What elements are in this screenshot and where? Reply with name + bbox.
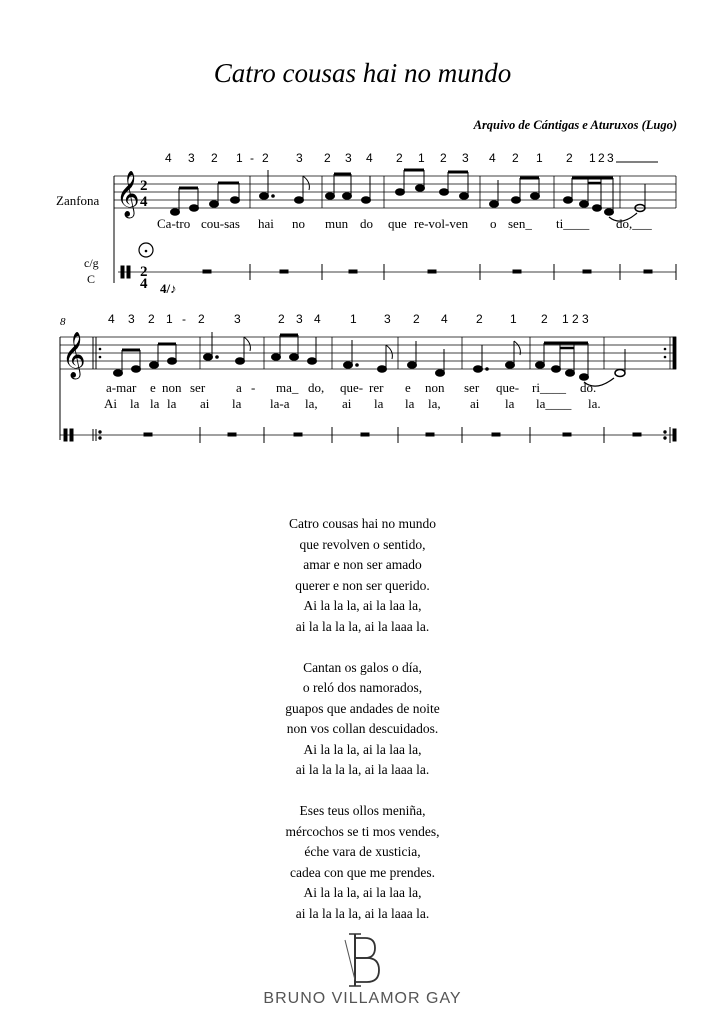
lyric-syllable: hai [258,216,274,231]
fingering-number: 2 [572,312,579,326]
instrument-label: Zanfona [56,193,100,208]
note [168,358,177,365]
perc-label-bottom: C [87,272,96,286]
percussion-staff-2 [60,427,676,443]
lyric-syllable: ser [190,380,206,395]
note [114,370,123,377]
lyric-syllable: Ai [104,396,117,411]
lyric-line: Cantan os galos o día, [303,659,422,675]
lyric-line: guapos que andades de noite [285,700,440,716]
note [396,189,405,196]
note [290,354,299,361]
time-signature-top: 2 [140,178,148,194]
music-score [0,0,725,470]
lyric-syllable: do. [580,380,597,395]
note [231,197,240,204]
lyric-syllable: la, [428,396,441,411]
time-signature-bottom: 4 [140,194,148,210]
fingering-number: 3 [607,151,614,165]
fingering-number: 4 [366,151,373,165]
note [552,366,561,373]
lyric-syllable: la. [588,396,601,411]
lyric-syllable: sen_ [508,216,532,231]
lyric-syllable: do, [308,380,325,395]
fingering-number: 1 [536,151,543,165]
note [512,197,521,204]
note [210,201,219,208]
note [132,366,141,373]
fingering-number: - [182,312,186,326]
note [416,185,425,192]
fingering-number: 3 [582,312,589,326]
lyric-syllable: e [405,380,411,395]
lyric-syllable: ti____ [556,216,590,231]
lyric-syllable: mun [325,216,349,231]
lyric-syllable: la [150,396,160,411]
note [190,205,199,212]
lyric-line: Ai la la la, ai la laa la, [303,741,422,757]
fingering-number: 1 [510,312,517,326]
lyric-syllable: e [150,380,156,395]
lyric-syllable: ri____ [532,380,566,395]
perc-time-top: 2 [140,264,148,280]
lyric-line: Eses teus ollos meniña, [299,803,426,818]
fingering-number: 1 [589,151,596,165]
note [460,193,469,200]
lyric-syllable: que- [340,380,364,395]
fingering-number: 1 [418,151,425,165]
note [593,205,602,212]
fingering-number: 2 [512,151,519,165]
note [308,358,317,365]
fingering-number: 2 [278,312,285,326]
lyric-syllable: la [232,396,242,411]
fingering-number: 3 [296,151,303,165]
lyric-syllable: rer [369,380,384,395]
fingering-number: 2 [148,312,155,326]
lyric-syllable: la [505,396,515,411]
lyric-line: mércochos se ti mos vendes, [285,823,440,839]
fingering-number: 2 [541,312,548,326]
note [436,370,445,377]
fingering-number: 1 [166,312,173,326]
lyric-syllable: re-vol-ven [414,216,469,231]
fingering-row-1 [165,151,658,165]
lyric-syllable: - [251,380,256,395]
lyric-line: cadea con que me prendes. [289,864,436,880]
lyrics-row-2 [106,380,596,395]
treble-clef: 𝄞 [62,332,86,378]
note [204,354,213,361]
fingering-number: 2 [476,312,483,326]
fingering-number: 3 [384,312,391,326]
lyric-line: ai la la la la, ai la laaa la. [295,618,430,634]
fingering-number: 2 [440,151,447,165]
note [605,209,614,216]
fingering-number: 1 [350,312,357,326]
lyric-syllable: que- [496,380,520,395]
lyric-line: éche vara de xusticia, [304,844,421,859]
fingering-number: 2 [324,151,331,165]
perc-tempo-mark: 4/♪ [160,281,177,296]
note [378,366,387,373]
lyrics-row-2-verse-2 [104,396,601,411]
lyrics-row-1 [157,216,652,231]
note [490,201,499,208]
note [236,358,245,365]
lyric-line: Ai la la la, ai la laa la, [303,598,422,613]
note [295,197,304,204]
lyric-line: que revolven o sentido, [299,536,426,552]
stanza-3 [0,801,725,924]
note [440,189,449,196]
lyric-line: Ai la la la, ai la laa la, [303,885,422,900]
fingering-number: 3 [462,151,469,165]
note [408,362,417,369]
note [150,362,159,369]
fingering-number: 4 [441,312,448,326]
lyric-syllable: la [130,396,140,411]
lyric-syllable: do [360,216,373,231]
perc-label-top: c/g [84,256,99,270]
measure-number: 8 [60,316,66,328]
fingering-number: 1 [236,151,243,165]
note [531,193,540,200]
fingering-number: 4 [108,312,115,326]
author-logo [0,932,725,993]
source-credit: Arquivo de Cántigas e Aturuxos (Lugo) [473,118,677,132]
author-name: BRUNO VILLAMOR GAY [263,990,462,1007]
lyric-syllable: la, [305,396,318,411]
note [344,362,353,369]
lyric-syllable: do,___ [616,216,652,231]
note [564,197,573,204]
note [580,201,589,208]
fingering-number: 4 [489,151,496,165]
lyric-syllable: la____ [536,396,572,411]
note [362,197,371,204]
lyric-syllable: la [167,396,177,411]
lyric-line: o reló dos namorados, [302,680,423,695]
lyric-line: querer e non ser querido. [295,577,430,593]
lyric-syllable: non [425,380,445,395]
percussion-staff-1 [118,264,676,280]
lyric-syllable: non [162,380,182,395]
fingering-number: 2 [598,151,605,165]
note [272,354,281,361]
lyric-line: non vos collan descuidados. [286,721,439,736]
note [326,193,335,200]
lyric-syllable: la-a [270,396,290,411]
treble-clef: 𝄞 [116,171,140,217]
fingering-number: - [250,151,254,165]
note [343,193,352,200]
lyric-syllable: ma_ [276,380,299,395]
lyric-line: ai la la la la, ai la laaa la. [295,762,430,777]
fingering-number: 3 [234,312,241,326]
notes-system-1 [171,170,646,221]
lyric-syllable: a-mar [106,380,137,395]
lyric-line: ai la la la la, ai la laaa la. [295,905,430,921]
note [566,370,575,377]
fingering-number: 2 [211,151,218,165]
page-title: Catro cousas hai no mundo [213,58,512,88]
lyric-syllable: ai [342,396,352,411]
lyric-syllable: ai [200,396,210,411]
note [615,370,625,377]
note [171,209,180,216]
note [536,362,545,369]
lyric-syllable: a [236,380,242,395]
fingering-number: 4 [165,151,172,165]
fingering-number: 2 [396,151,403,165]
fingering-number: 2 [413,312,420,326]
lyric-syllable: cou-sas [201,216,240,231]
lyrics-text [0,514,725,945]
stanza-2 [0,658,725,781]
fingering-number: 2 [198,312,205,326]
fingering-number: 3 [345,151,352,165]
lyric-syllable: Ca-tro [157,216,191,231]
lyric-syllable: no [292,216,305,231]
fingering-row-2 [108,312,589,326]
notes-system-2 [114,332,626,386]
lyric-syllable: o [490,216,497,231]
fingering-number: 2 [262,151,269,165]
perc-time-bottom: 4 [140,276,148,292]
lyric-syllable: ser [464,380,480,395]
note [506,362,515,369]
lyric-line: amar e non ser amado [303,557,422,572]
fingering-number: 3 [188,151,195,165]
fingering-number: 2 [566,151,573,165]
lyric-syllable: la [374,396,384,411]
lyric-syllable: la [405,396,415,411]
fingering-number: 3 [296,312,303,326]
stanza-1 [0,514,725,637]
bvg-monogram-icon [333,932,393,988]
lyric-syllable: ai [470,396,480,411]
fingering-number: 1 [562,312,569,326]
lyric-line: Catro cousas hai no mundo [289,516,436,531]
fingering-number: 4 [314,312,321,326]
note [260,193,269,200]
fingering-number: 3 [128,312,135,326]
note [474,366,483,373]
lyric-syllable: que [388,216,407,231]
